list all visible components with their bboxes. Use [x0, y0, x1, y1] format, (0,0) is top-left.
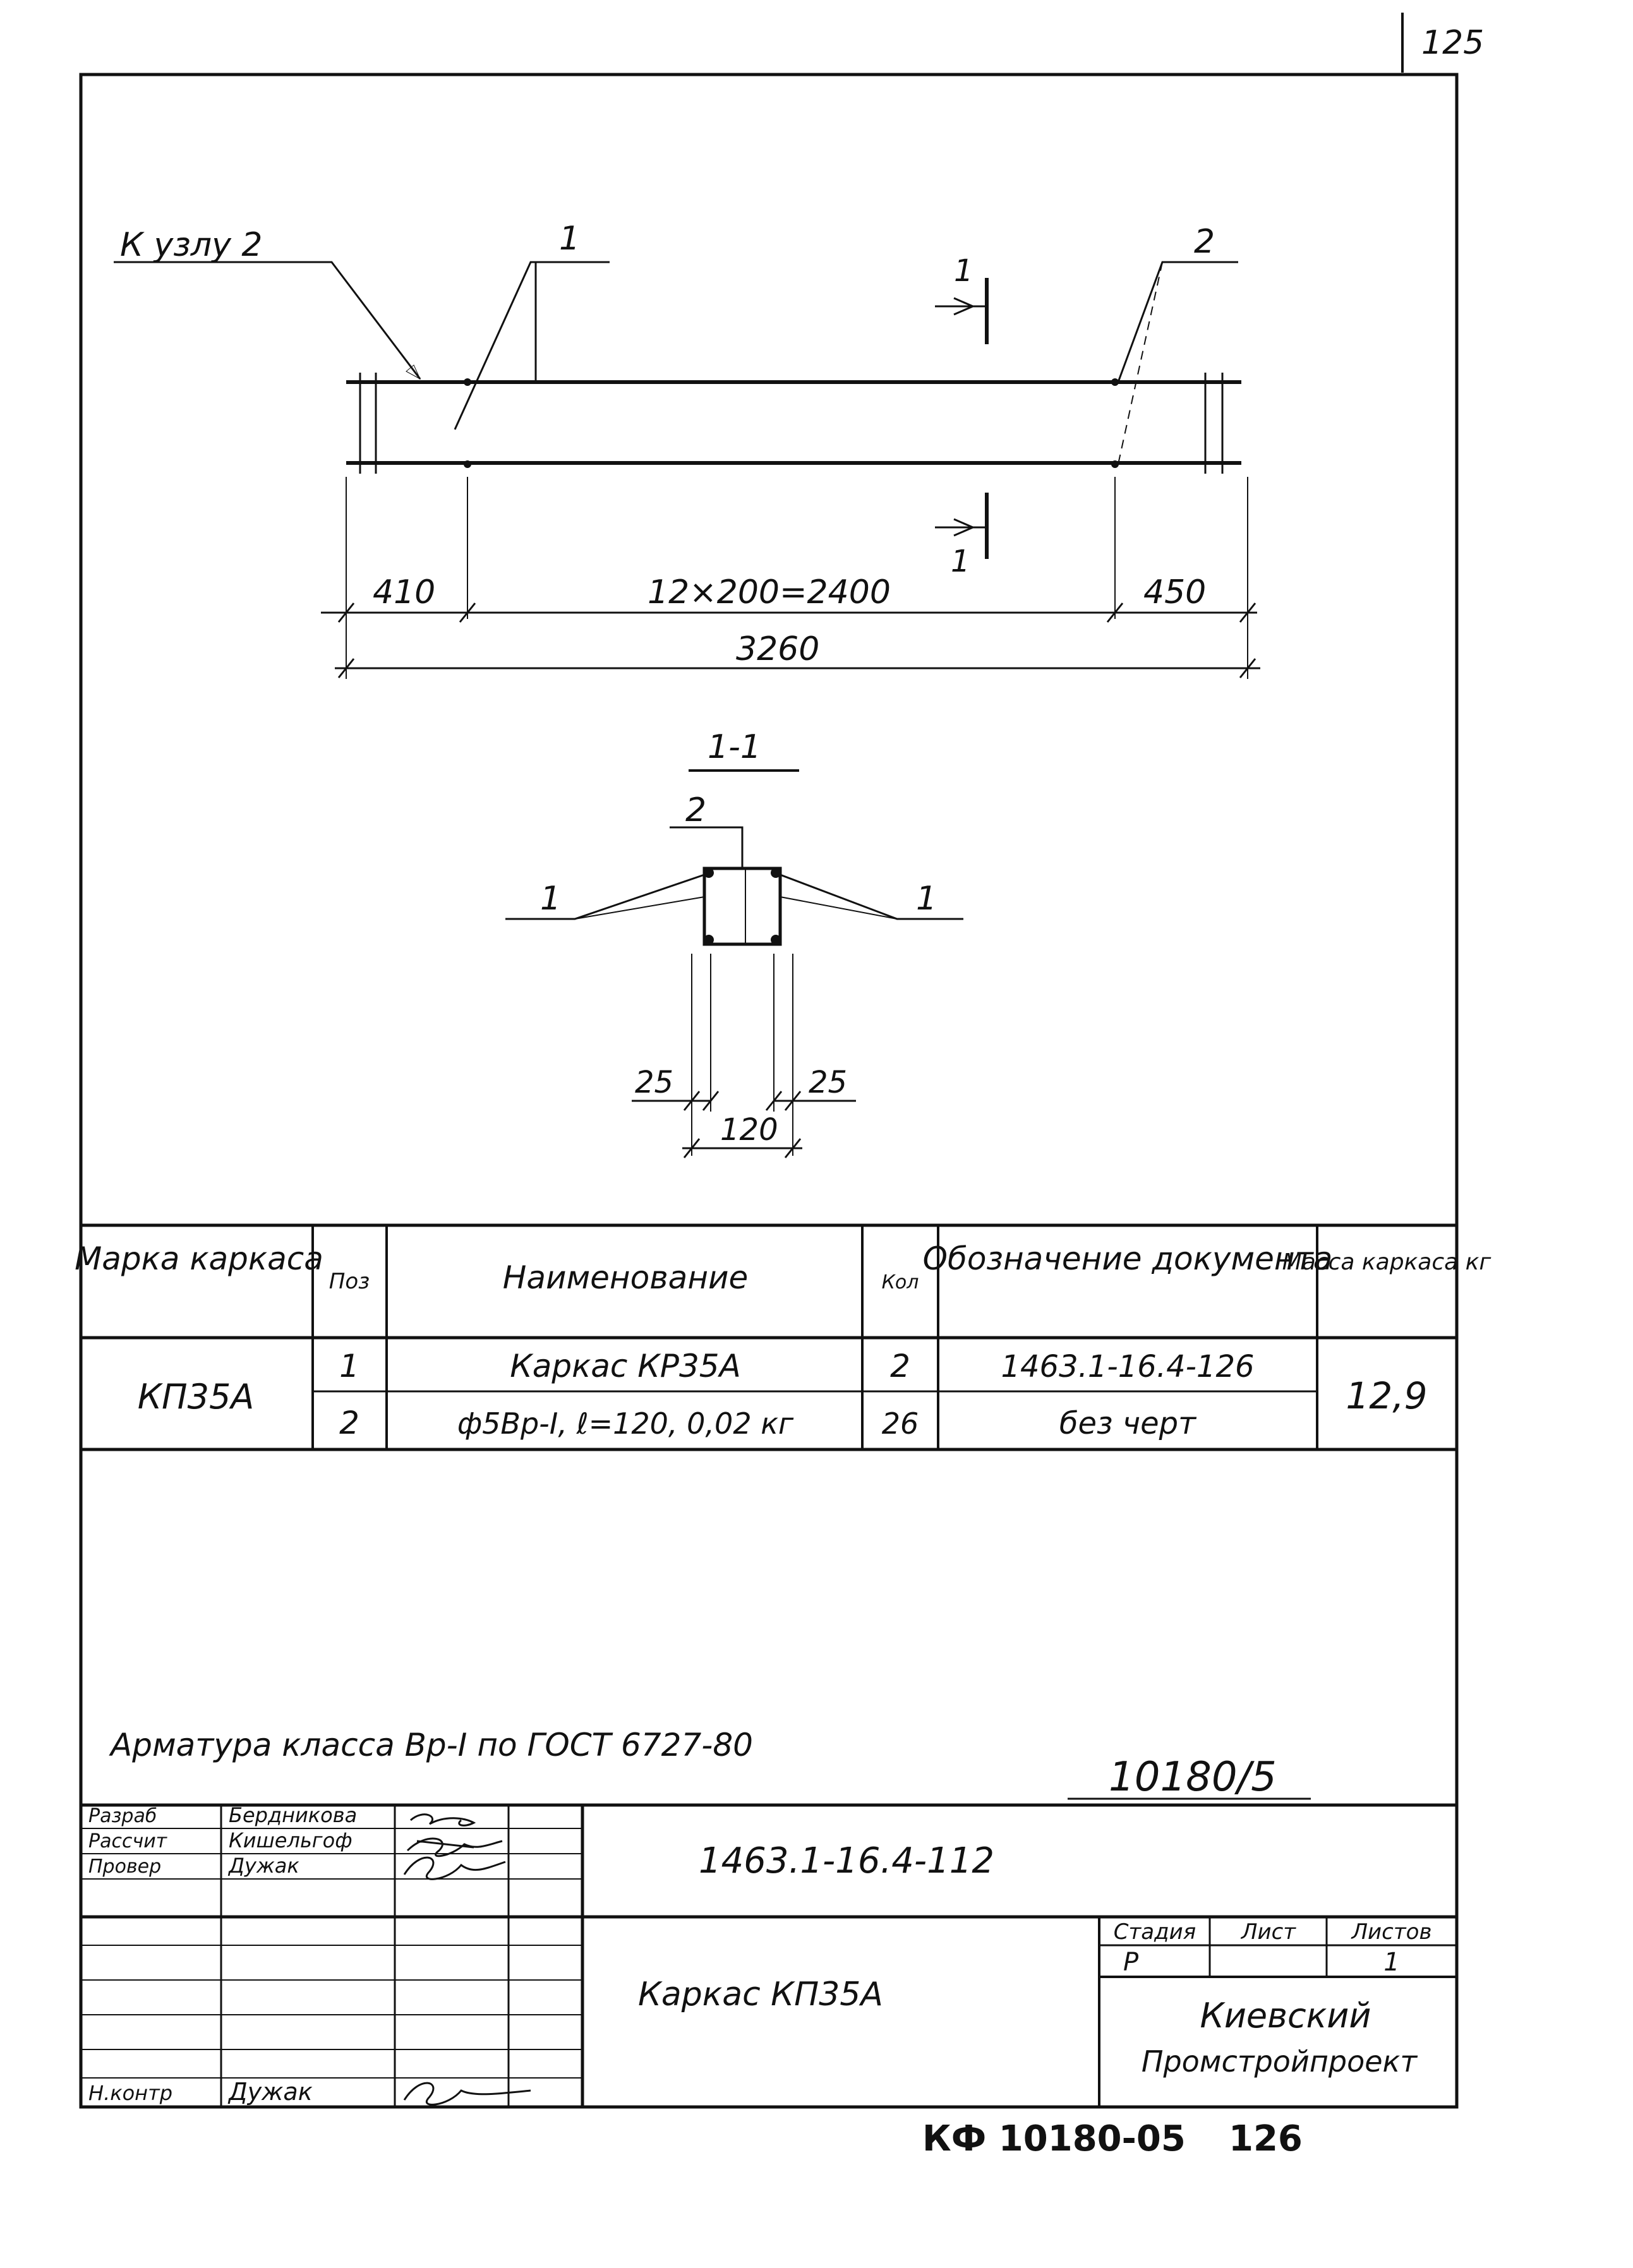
section-cover-left: 25	[635, 1065, 674, 1100]
cell-row1-name: Каркас КР35А	[510, 1348, 741, 1384]
name-developer: Бердникова	[229, 1803, 358, 1827]
node-dot	[1111, 460, 1119, 468]
elevation-dimensions	[321, 477, 1260, 679]
page-number: 125	[1421, 24, 1485, 62]
node-dot	[464, 460, 471, 468]
section-bar	[771, 935, 781, 945]
header-name: Наименование	[502, 1259, 749, 1296]
cell-row2-pos: 2	[339, 1405, 359, 1441]
cell-mark: КП35А	[137, 1377, 255, 1417]
reinforcement-note: Арматура класса Вр-I по ГОСТ 6727-80	[111, 1727, 753, 1763]
organization-line1: Киевский	[1200, 1996, 1371, 2036]
signature-developer	[411, 1815, 474, 1826]
section-pos2-leader	[670, 827, 742, 868]
sheets-value: 1	[1383, 1948, 1400, 1977]
dimension-middle: 12×200=2400	[648, 573, 891, 611]
signature-checker	[404, 1857, 505, 1879]
node-dot	[464, 378, 471, 386]
signature-norm-control	[404, 2083, 531, 2104]
role-checker: Провер	[88, 1856, 162, 1878]
stage-value: Р	[1123, 1948, 1139, 1977]
order-number: 10180/5	[1109, 1754, 1277, 1801]
section-title: 1-1	[708, 728, 761, 766]
leader-pos2: 2	[1194, 223, 1215, 261]
cell-row1-qty: 2	[890, 1348, 910, 1384]
section-bar	[704, 935, 714, 945]
section-pos1-left-leader	[505, 875, 704, 919]
specification-table	[75, 1225, 1491, 1449]
role-developer: Разраб	[88, 1805, 157, 1827]
section-pos2-label: 2	[685, 791, 707, 829]
role-norm-control: Н.контр	[88, 2081, 173, 2105]
name-checker: Дужак	[229, 1854, 299, 1878]
dimension-overall: 3260	[736, 630, 820, 668]
section-bar	[704, 868, 714, 878]
sheet-frame	[81, 75, 1457, 2107]
section-bar	[771, 868, 781, 878]
cell-row1-doc: 1463.1-16.4-126	[1001, 1349, 1255, 1384]
role-calculator: Рассчит	[88, 1830, 167, 1852]
leader-pos1: 1	[559, 220, 581, 258]
section-cut-label-bottom: 1	[951, 544, 970, 579]
sheets-label: Листов	[1351, 1919, 1432, 1945]
section-pos1-right-label: 1	[916, 880, 937, 918]
sheet-label: Лист	[1241, 1919, 1296, 1945]
header-qty: Кол	[881, 1271, 919, 1293]
section-view	[505, 728, 963, 1158]
section-pos1-left-label: 1	[540, 880, 562, 918]
document-designation: 1463.1-16.4-112	[699, 1840, 994, 1881]
section-cut-label-top: 1	[954, 253, 973, 289]
leader-pos2-line	[1118, 262, 1238, 382]
cell-row1-pos: 1	[339, 1348, 359, 1384]
stage-label: Стадия	[1113, 1919, 1196, 1945]
name-calculator: Кишельгоф	[229, 1828, 353, 1852]
section-cover-right: 25	[809, 1065, 848, 1100]
leader-to-node-line	[114, 262, 420, 379]
header-mass: Масса каркаса кг	[1282, 1249, 1491, 1275]
name-norm-control: Дужак	[229, 2078, 313, 2106]
node-dot	[1111, 378, 1119, 386]
leader-to-node: К узлу 2	[120, 226, 263, 264]
header-pos: Поз	[328, 1269, 370, 1294]
section-pos1-left-leader-b	[575, 897, 704, 919]
header-mark: Марка каркаса	[75, 1240, 323, 1277]
cell-row2-qty: 26	[881, 1407, 919, 1441]
elevation-view	[114, 220, 1241, 579]
cell-row2-doc: без черт	[1059, 1406, 1196, 1441]
footer-stamp-page: 126	[1229, 2118, 1303, 2159]
section-width: 120	[720, 1112, 778, 1148]
cell-mass: 12,9	[1346, 1374, 1428, 1417]
footer-stamp-code: КФ 10180-05	[922, 2118, 1186, 2159]
dimension-left: 410	[373, 573, 436, 611]
leader-pos1-line	[455, 262, 610, 429]
section-frame	[704, 868, 780, 944]
dimension-right: 450	[1143, 573, 1207, 611]
document-title: Каркас КП35А	[638, 1976, 883, 2013]
title-block	[81, 1803, 1457, 2107]
section-pos1-right-leader-b	[780, 897, 897, 919]
organization-line2: Промстройпроект	[1141, 2044, 1418, 2079]
cell-row2-name: ф5Вр-I, ℓ=120, 0,02 кг	[457, 1407, 794, 1441]
header-doc: Обозначение документа	[922, 1240, 1333, 1277]
